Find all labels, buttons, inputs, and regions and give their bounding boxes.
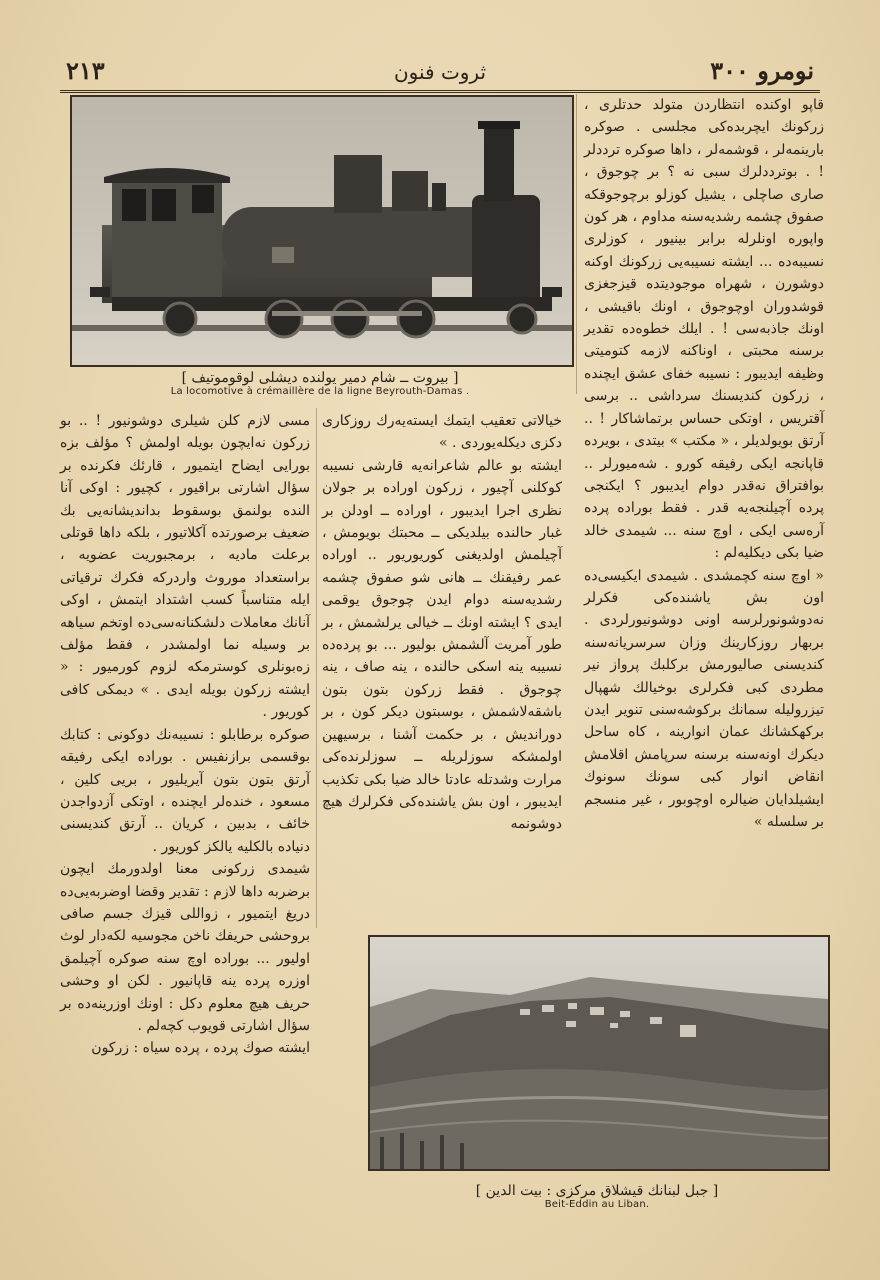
beit-eddin-photo (368, 935, 830, 1171)
text-column-middle (322, 410, 562, 930)
paragraph: صوكره برطابلو : نسیبه‌نك دوكونی : كتابك بوقسمی برازنفیس . بوراده ایكی رفیقه آرتق بتون بتون آیریلیور ، بریی كلین ، مسعود ، خنده‌لر ایچنده ، اوتكی آزدواجدن خائف ، بدبین ، كریان .. آرتق كندیسنی دنیاده بالكلیه یالكز كوریور . (60, 726, 310, 855)
beit-eddin-caption-french: Beit-Eddin au Liban. (544, 1199, 650, 1210)
paragraph: ایشته بو عالم شاعرانه‌یه قارشی نسیبه كوكلنی آچیور ، زركون اوراده بر جولان نظری اجرا ایدیبور ، اوراده ــ اودلن بر غبار حالنده بیلدیكی ــ محبتك بویومش ، آچیلمش اولدیغنی كوریوریور .. اوراده عمر رفیقنك ــ هانی شو صفوق چشمه رشدیه‌سنه دوام ایدن چوجوق یوقمی ایدی ؟ ایشته اونك ــ خیالی یرلشمش ، بر طور آمریت آلشمش بولیور ... بو پرده‌ده نسیبه ینه اسكی حالنده ، ینه صاف ، ینه چوجوق . فقط زركون بتون بتون باشقه‌لاشمش ، بوسبتون دیكر كون ، بر دوراندیش ، بر حكمت آشنا ، برسیهین اولمشكه سوزلریله ــ سوزلرنده‌كی مرارت وشدتله عادتا خالد ضیا بكی تكذیب ایدیبور ، اون بش یاشنده‌كی فكرلرك هیچ دوشونمه‌ (322, 457, 562, 833)
issue-number: نومرو ٣٠٠ (710, 56, 814, 85)
paragraph: ایشته صوك پرده ، پرده سیاه : زركون (91, 1040, 310, 1057)
locomotive-caption-french: La locomotive à crémaillère de la ligne Beyrouth-Damas . (170, 386, 470, 397)
text-column-left (60, 410, 310, 1250)
beit-eddin-caption (368, 1183, 826, 1210)
locomotive-caption (70, 370, 570, 397)
locomotive-caption-ottoman: [ بیروت ــ شام دمیر یولنده دیشلی لوقوموتیف ] (181, 370, 459, 386)
column-divider (576, 94, 577, 394)
paragraph: شیمدی زركونی معنا اولدورمك ایچون برضربه داها لازم : تقدیر وقضا اوضربه‌یی‌ده دریغ ایتمیور ، زواللی قیزك جسم صافی بروحشی حریفك ناخن مجوسیه لكه‌دار لوث اولیور ... بوراده اوچ سنه صوكره آچیلمق اوزره پرده ینه قاپانیور . لكن او وحشی حریف هیچ معلوم دكل : اونك اوزرینه‌ده بر سؤال اشارتی قویوب كچه‌لم . (60, 861, 310, 1034)
paragraph: قاپو اوكنده انتظاردن متولد حدتلری ، زركونك ایچربده‌كی مجلسی . صوكره بارینمه‌لر ، قوشمه‌لر ، داها صوكره ترددلر ! . بوترددلرك سبی نه ؟ بر چوجوق ، صاری صاچلی ، یشیل كوزلو برچوجوقكه صفوق چشمه رشدیه‌سنه مداوم ، هر كون واپوره اونلرله برابر بینیور ، كوزلری نسیبه‌ده ... ایشته نسیبه‌یی زركونك اوكنه دوشورن ، شهراه موجودیتده قیزجغزی قوشدوران اوچوجوق ، اونك باقیشی ، اونك جاذبه‌سی ! . ایلك خطوه‌ده تقدیر برسنه محبتی ، اوناكنه لازمه كتومیتی وظیفه ایدیبور : نسیبه خفای عشق ایچنده ، زركون كندیسنك سرداشی .. برسی آقتریس ، اوتكی حساس برتماشاكار ! .. آرتق بویولدیلر ، « مكتب » بیتدی ، بویرده قاپانجه ایكی رفیقه كورو . شه‌میورلر .. بوافتراق نه‌قدر دوام ایدیبور ؟ ایكنجی پرده آچیلنجه‌یه قدر . فقط بوراده پرده آره‌سی ایكی ، اوچ سنه ... شیمدی خالد ضیا بكی دیكلیه‌لم : (584, 97, 824, 562)
paragraph: خیالاتی تعقیب ایتمك ایسته‌یه‌رك روزكاری دكزی دیكله‌یوردی . » (322, 413, 562, 452)
column-divider (316, 408, 317, 928)
page-header (60, 56, 820, 93)
paragraph: مسی لازم كلن شیلری دوشونیور ! .. بو زركون نه‌ایچون بویله اولمش ؟ مؤلف بزه بورایی ایضاح ایتمیور ، قارئك فكرنده بر سؤال اشارتی براقیور ، كچیور : اوكی آنا النده بولنمق بوسقوط بداندیشانه‌یی بك ضعیف برصورتده آكلاتیور ، بلكه داها قوتلی برعلت مادیه ، برمجبوریت عضویه ، براستعداد موروث واردركه فكرك ترقیاتی ایله متناسباً كسب اشتداد ایتمش ، اوكی آنانك معاملات دلشكنانه‌سی‌ده اوتخم سیاهه بر وسیله نما اولمشدر ، فقط مؤلف زه‌بونلری كوسترمكه لزوم كورمیور : « ایشته زركون بویله ایدی . » دیمكی كافی كوریور . (60, 413, 310, 721)
page-number: ٢١٣ (66, 56, 105, 85)
locomotive-photo (70, 95, 574, 367)
paragraph: « اوچ سنه كچمشدی . شیمدی ایكیسی‌ده اون بش یاشنده‌كی فكرلر نه‌دوشونورلرسه اونی دوشونیورلردی . بربهار روزكارینك وزان سرسریانه‌سنه كندیسنی صالیورمش بركلبك پرواز نیر مطردی كبی فكرلری بوخیالك شهپال تیزرولیله سمانك بركوشه‌سنی تنویر ایدن بركهكشانك عمان انوارینه ، كاه ساحل دیكرك اونه‌سنه برسنه سرپامش اقلامش انقاض انوار كبی سونك سونوك ایشیلدایان ضیالره اوچوبور ، غیر منسجم بر سلسله » (584, 567, 824, 830)
journal-title: ثروت فنون (393, 60, 487, 84)
text-column-right (584, 94, 824, 934)
beit-eddin-caption-ottoman: [ جبل لبنانك قیشلاق مركزی : بیت الدین ] (475, 1183, 719, 1199)
